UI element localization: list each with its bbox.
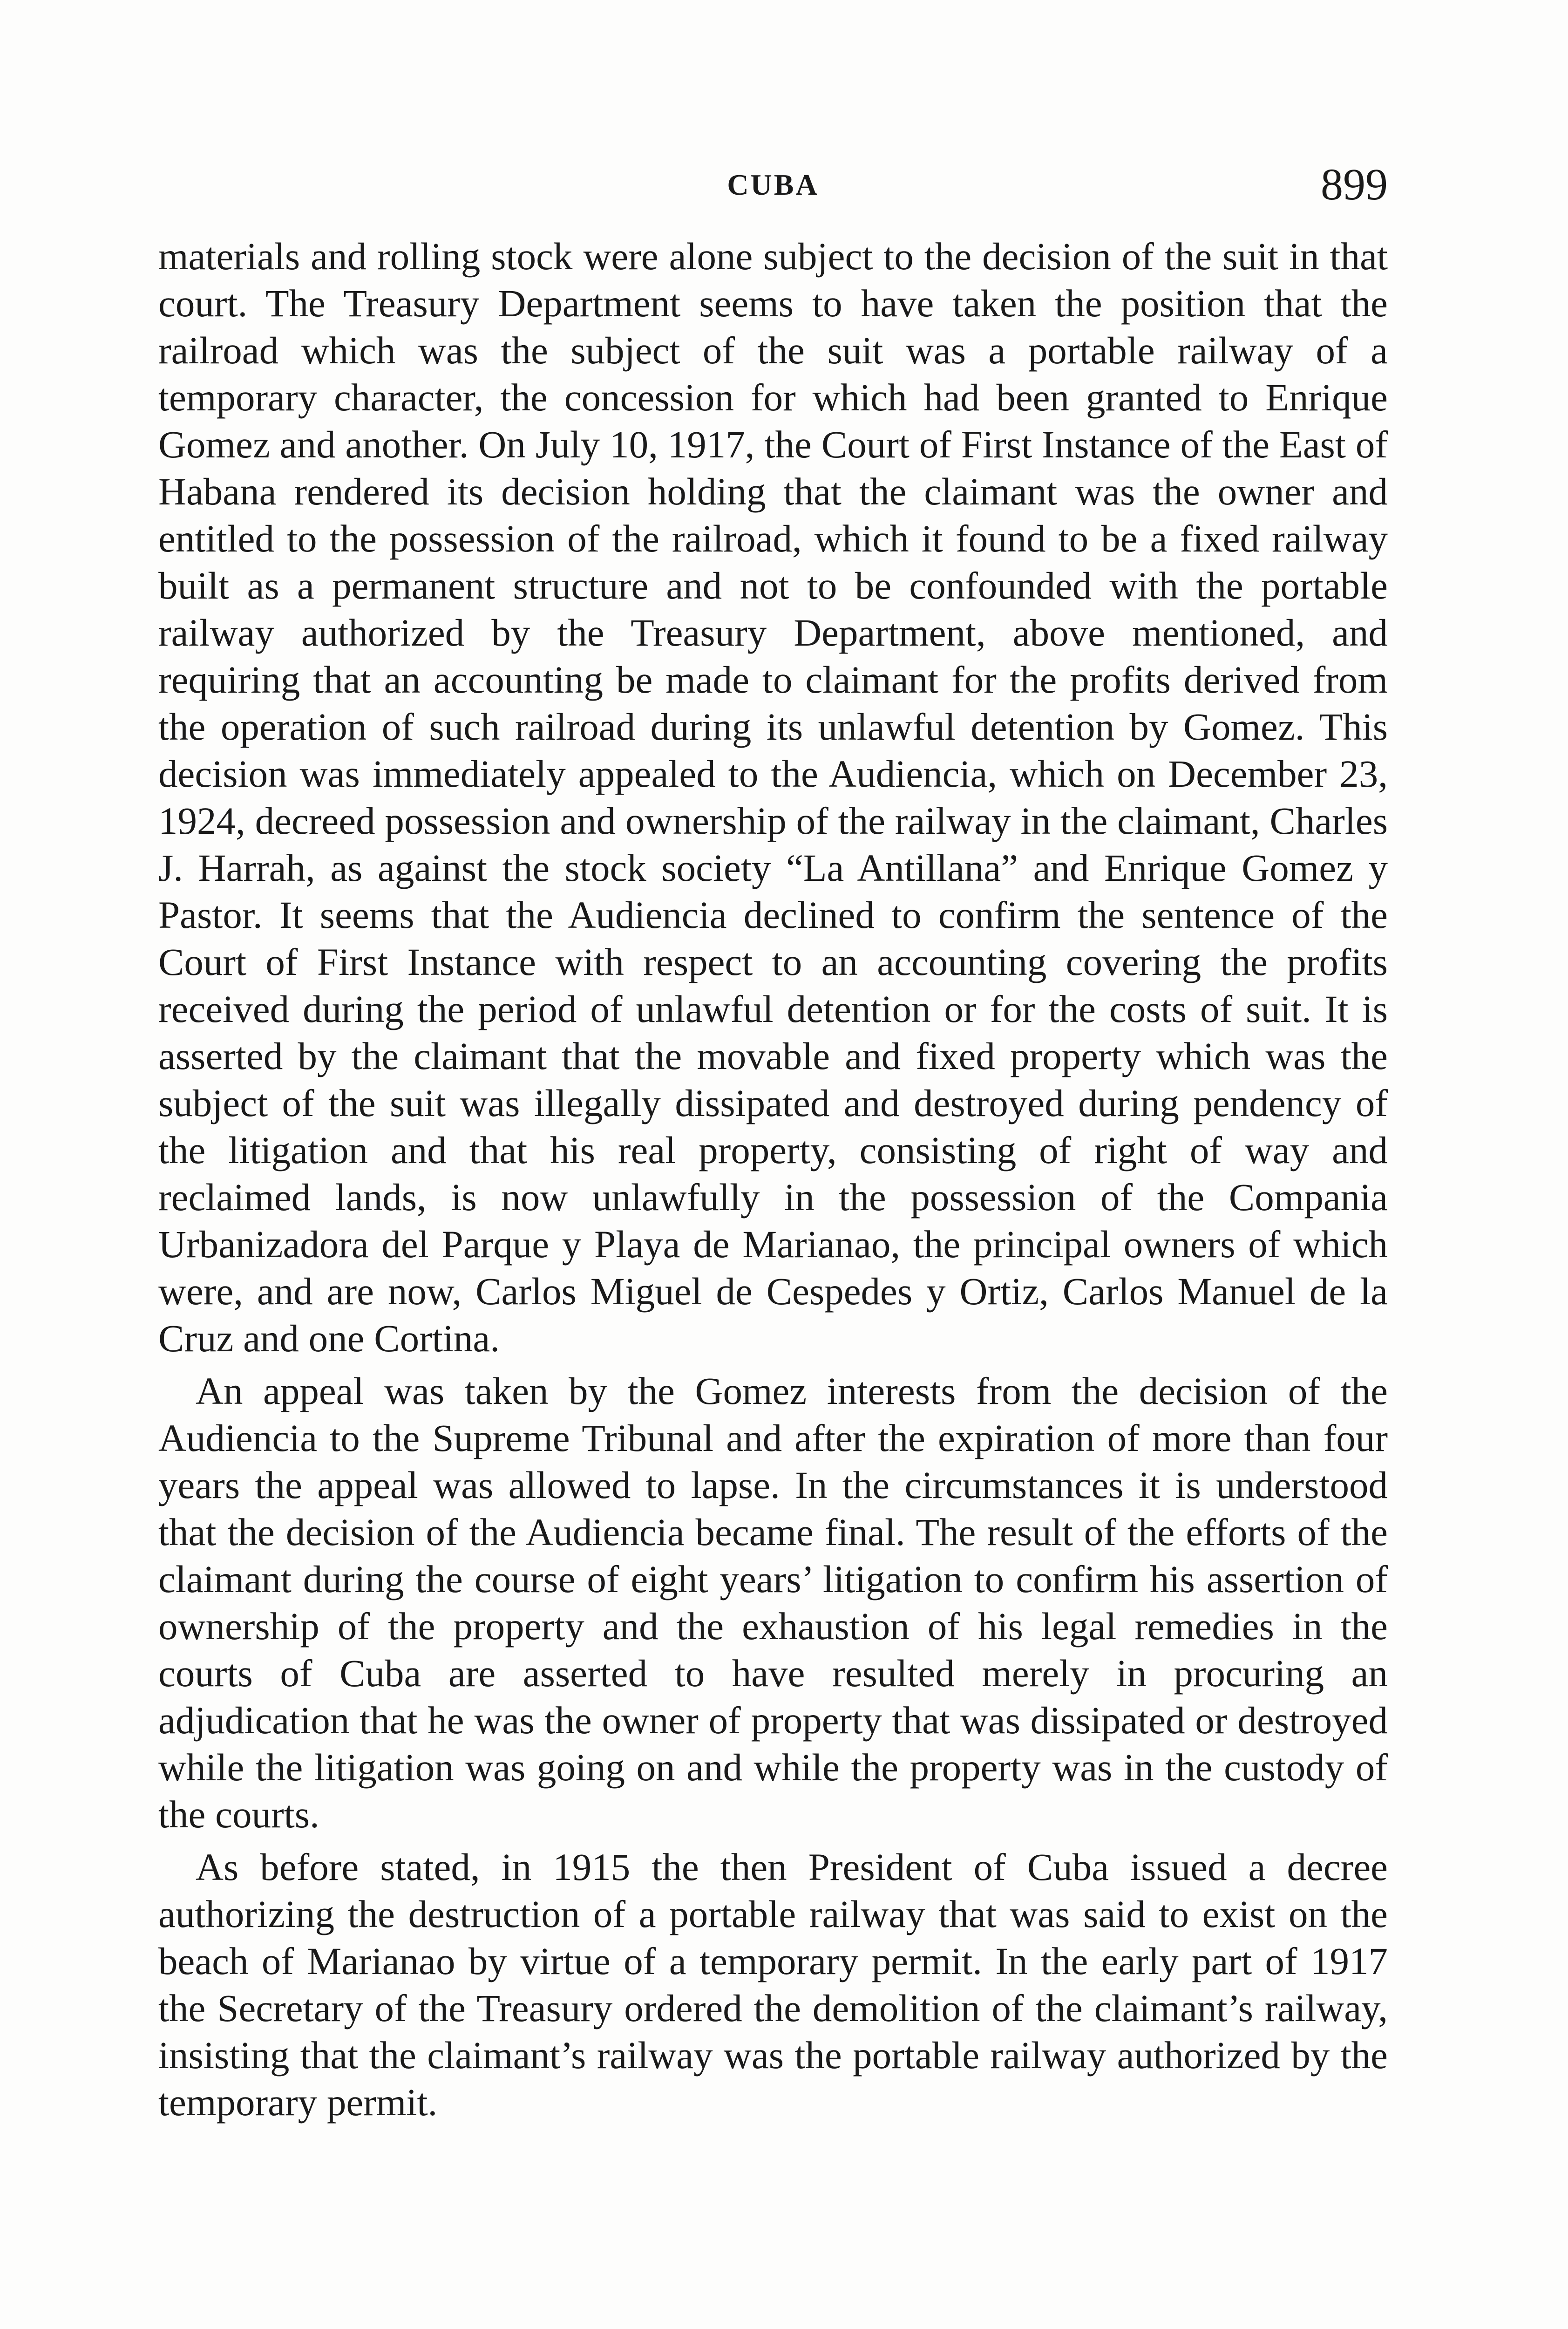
paragraph-continued: materials and rolling stock were alone subject to the decision of the suit in that court. The Treasury Department seems to have taken the position that the railroad which was the subject of the suit was a portable railway of a temporary character, the concession for which had been granted to Enrique Gomez and another. On July 10, 1917, the Court of First Instance of the East of Habana rendered its decision holding that the claimant was the owner and entitled to the possession of the railroad, which it found to be a fixed railway built as a permanent structure and not to be confounded with the portable railway authorized by the Treasury Department, above mentioned, and requiring that an accounting be made to claimant for the profits derived from the operation of such railroad during its unlawful detention by Gomez. This decision was immediately appealed to the Audiencia, which on December 23, 1924, decreed possession and ownership of the railway in the claimant, Charles J. Harrah, as against the stock society “La Antillana” and Enrique Gomez y Pastor. It seems that the Audiencia declined to confirm the sentence of the Court of First Instance with respect to an accounting covering the profits received during the period of unlawful detention or for the costs of suit. It is asserted by the claimant that the movable and fixed property which was the subject of the suit was illegally dissipated and destroyed during pendency of the litigation and that his real property, consisting of right of way and reclaimed lands, is now unlawfully in the possession of the Compania Urbanizadora del Parque y Playa de Marianao, the principal owners of which were, and are now, Carlos Miguel de Cespedes y Ortiz, Carlos Manuel de la Cruz and one Cortina. [158, 235, 1388, 1360]
running-head [158, 158, 1388, 210]
running-title: CUBA [727, 168, 819, 201]
paragraph-decree: As before stated, in 1915 the then President of Cuba issued a decree authorizing the destruction of a portable railway that was said to exist on the beach of Marianao by virtue of a temporary permit. In the early part of 1917 the Secretary of the Treasury ordered the demolition of the claimant’s railway, insisting that the claimant’s railway was the portable railway authorized by the temporary permit. [158, 1845, 1388, 2124]
page-number: 899 [1321, 159, 1388, 209]
paragraph-appeal: An appeal was taken by the Gomez interests from the decision of the Audiencia to the Supreme Tribunal and after the expiration of more than four years the appeal was allowed to lapse. In the circumstances it is understood that the decision of the Audiencia became final. The result of the efforts of the claimant during the course of eight years’ litigation to confirm his assertion of ownership of the property and the exhaustion of his legal remedies in the courts of Cuba are asserted to have resulted merely in procuring an adjudication that he was the owner of property that was dissipated or destroyed while the litigation was going on and while the property was in the custody of the courts. [158, 1369, 1388, 1836]
body-text [158, 233, 1388, 2132]
